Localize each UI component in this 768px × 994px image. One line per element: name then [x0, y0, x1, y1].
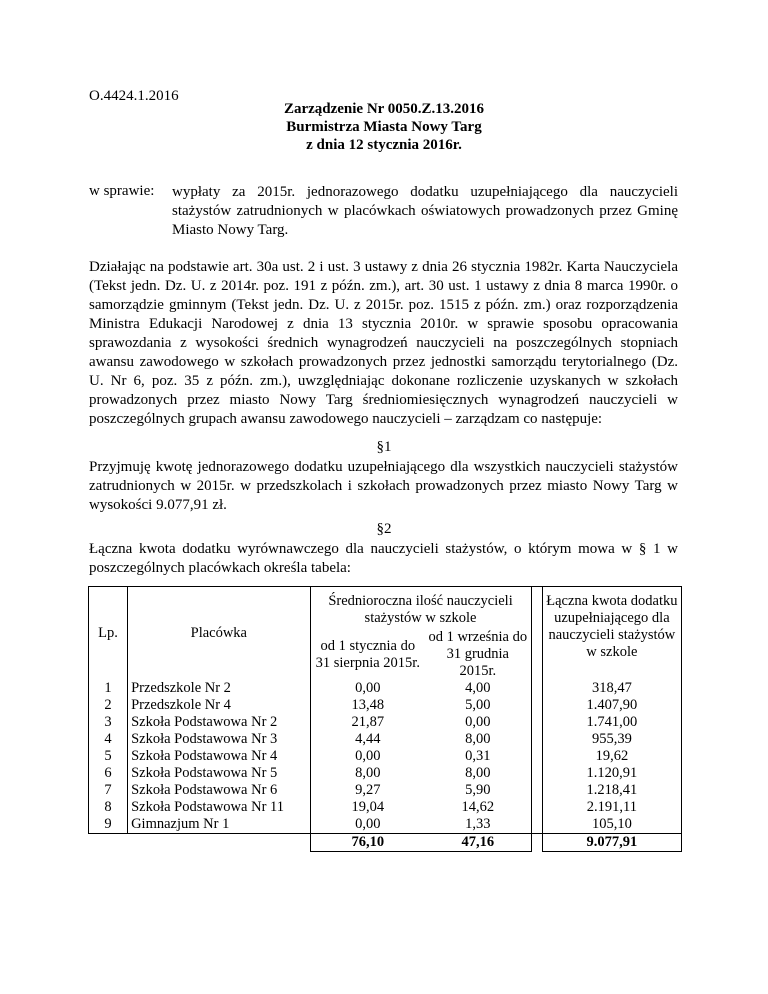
row-placowka: Szkoła Podstawowa Nr 6 — [128, 782, 310, 799]
row-period-2: 4,00 — [425, 680, 531, 697]
row-lp: 8 — [89, 799, 128, 816]
row-lp: 3 — [89, 714, 128, 731]
subject-text: wypłaty za 2015r. jednorazowego dodatku uzupełniającego dla nauczycieli stażystów zatrudnionych w placówkach oświatowych prowadzonych przez Gminę Miasto Nowy Targ. — [172, 184, 678, 238]
section-2-text: Łączna kwota dodatku wyrównawczego dla nauczycieli stażystów, o którym mowa w § 1 w poszczególnych placówkach określa tabela: — [89, 541, 678, 576]
section-1-text: Przyjmuję kwotę jednorazowego dodatku uzupełniającego dla wszystkich nauczycieli stażystów zatrudnionych w 2015r. w przedszkolach i szkołach prowadzonych przez miasto Nowy Targ w wysokości 9.077,91 zł. — [89, 459, 678, 513]
row-period-2: 0,00 — [425, 714, 531, 731]
table-row — [89, 697, 682, 714]
row-period-1: 0,00 — [310, 816, 425, 834]
header-total-amount: Łączna kwota dodatku uzupełniającego dla nauczycieli stażystów w szkole — [542, 587, 681, 681]
total-period-1: 76,10 — [310, 834, 425, 852]
total-amount: 9.077,91 — [542, 834, 681, 852]
table-row — [89, 680, 682, 697]
row-gap — [531, 799, 542, 816]
row-period-1: 4,44 — [355, 731, 381, 747]
row-gap — [531, 765, 542, 782]
table-row — [89, 714, 682, 731]
row-placowka: Szkoła Podstawowa Nr 5 — [128, 765, 310, 782]
row-placowka: Szkoła Podstawowa Nr 2 — [128, 714, 310, 731]
row-period-2: 5,00 — [425, 697, 531, 714]
row-period-1: 8,00 — [355, 765, 381, 781]
row-lp: 5 — [89, 748, 128, 765]
total-period-2: 47,16 — [425, 834, 531, 852]
row-lp: 1 — [89, 680, 128, 697]
row-placowka: Przedszkole Nr 2 — [128, 680, 310, 697]
ordinance-title: Zarządzenie Nr 0050.Z.13.2016 — [283, 101, 485, 117]
row-placowka: Szkoła Podstawowa Nr 3 — [128, 731, 310, 748]
row-period-2: 5,90 — [425, 782, 531, 799]
row-placowka: Szkoła Podstawowa Nr 4 — [128, 748, 310, 765]
legal-basis-paragraph: Działając na podstawie art. 30a ust. 2 i ust. 3 ustawy z dnia 26 stycznia 1982r. Karta Nauczyciela (Tekst jedn. Dz. U. z 2014r. poz. 191 z późn. zm.), art. 30 ust. 1 ustawy z dnia 8 marca 1990r. o samorządzie gminnym (Tekst jedn. Dz. U. z 2015r. poz. 1515 z późn. zm.) oraz rozporządzenia Ministra Edukacji Narodowej z dnia 13 stycznia 2010r. w sprawie sposobu opracowania sprawozdania z wysokości średnich wynagrodzeń nauczycieli na poszczególnych stopniach awansu zawodowego w szkołach prowadzonych przez jednostki samorządu terytorialnego (Dz. U. Nr 6, poz. 35 z późn. zm.), uwzględniając dokonane rozliczenie uzyskanych w szkołach prowadzonych przez miasto Nowy Targ średniomiesięcznych wynagrodzeń nauczycieli w poszczególnych grupach awansu zawodowego nauczycieli – zarządzam co następuje: — [89, 259, 678, 427]
row-amount: 955,39 — [542, 731, 681, 748]
header-placowka: Placówka — [128, 587, 310, 681]
table-column-gap — [531, 587, 542, 681]
subject-label: w sprawie: — [89, 183, 155, 199]
row-period-1: 0,00 — [355, 748, 381, 764]
row-period-2: 8,00 — [425, 731, 531, 748]
row-amount: 19,62 — [542, 748, 681, 765]
section-2-symbol: §2 — [376, 521, 392, 537]
table-row — [89, 799, 682, 816]
header-period-2: od 1 września do 31 grudnia 2015r. — [425, 627, 531, 680]
row-gap — [531, 680, 542, 697]
row-period-2: 0,31 — [425, 748, 531, 765]
row-period-1: 0,00 — [355, 680, 381, 696]
row-placowka: Gimnazjum Nr 1 — [128, 816, 310, 834]
row-amount: 1.407,90 — [542, 697, 681, 714]
totals-row — [89, 834, 682, 852]
table-row — [89, 748, 682, 765]
ordinance-issuer: Burmistrza Miasta Nowy Targ — [286, 119, 482, 135]
row-gap — [531, 714, 542, 731]
row-period-1: 19,04 — [351, 799, 385, 815]
allowance-table — [88, 586, 682, 852]
row-period-1: 9,27 — [355, 782, 381, 798]
row-amount: 1.120,91 — [542, 765, 681, 782]
row-amount: 318,47 — [542, 680, 681, 697]
header-average-group: Średnioroczna ilość nauczycieli stażystów w szkole — [310, 587, 531, 628]
row-placowka: Szkoła Podstawowa Nr 11 — [128, 799, 310, 816]
row-amount: 2.191,11 — [542, 799, 681, 816]
table-row — [89, 816, 682, 834]
row-period-2: 1,33 — [425, 816, 531, 834]
row-gap — [531, 731, 542, 748]
row-lp: 9 — [89, 816, 128, 834]
row-period-1: 13,48 — [351, 697, 385, 713]
row-period-2: 8,00 — [425, 765, 531, 782]
header-lp: Lp. — [89, 587, 128, 681]
row-gap — [531, 748, 542, 765]
header-period-1: od 1 stycznia do 31 sierpnia 2015r. — [315, 637, 420, 671]
ordinance-date: z dnia 12 stycznia 2016r. — [306, 137, 462, 153]
section-1-symbol: §1 — [376, 439, 392, 455]
row-gap — [531, 816, 542, 834]
row-gap — [531, 697, 542, 714]
row-period-2: 14,62 — [425, 799, 531, 816]
row-lp: 4 — [89, 731, 128, 748]
row-amount: 1.218,41 — [542, 782, 681, 799]
row-gap — [531, 782, 542, 799]
row-lp: 2 — [89, 697, 128, 714]
table-row — [89, 782, 682, 799]
document-signature: O.4424.1.2016 — [89, 88, 179, 104]
row-period-1: 21,87 — [351, 714, 385, 730]
table-row — [89, 731, 682, 748]
row-lp: 6 — [89, 765, 128, 782]
table-row — [89, 765, 682, 782]
row-amount: 105,10 — [542, 816, 681, 834]
row-amount: 1.741,00 — [542, 714, 681, 731]
row-lp: 7 — [89, 782, 128, 799]
row-placowka: Przedszkole Nr 4 — [128, 697, 310, 714]
